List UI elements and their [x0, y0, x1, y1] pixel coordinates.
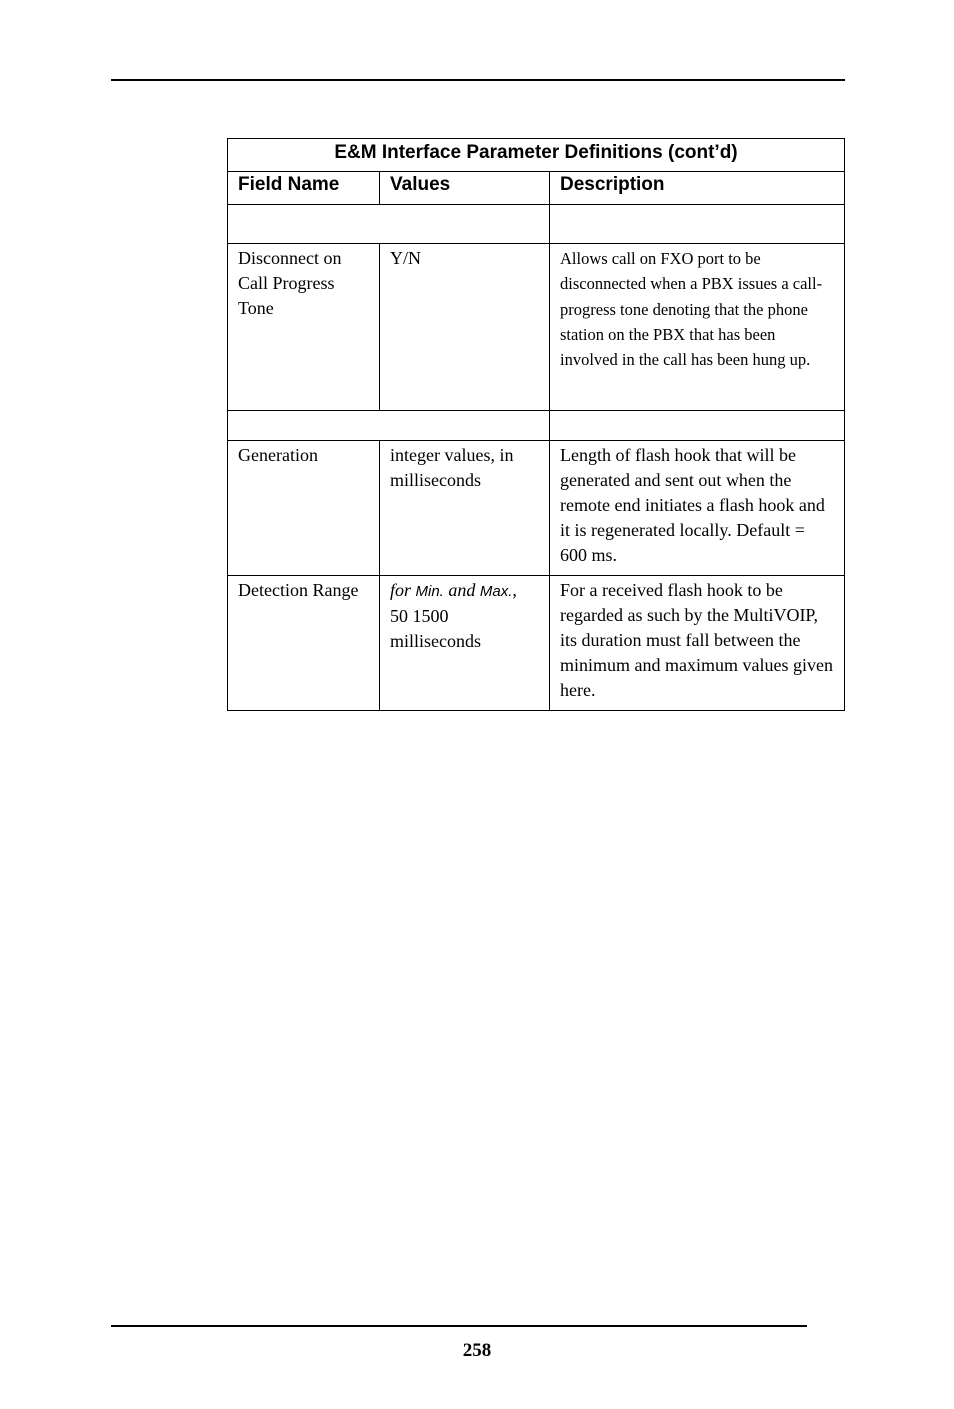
values-cell — [380, 576, 550, 711]
table-header-row — [228, 172, 845, 205]
values-text: and — [448, 580, 476, 600]
description-cell: Allows call on FXO port to be disconnected when a PBX issues a call-progress tone denoting that the phone station on the PBX that has been involved in the call has been hung up. — [550, 244, 845, 411]
table-spacer-row — [228, 205, 845, 244]
spacer-cell — [228, 205, 550, 244]
values-text: Max. — [479, 583, 513, 600]
spacer-cell — [228, 411, 550, 441]
description-cell: Length of flash hook that will be generated and sent out when the remote end initiates a flash hook and it is regenerated locally. Default = 600 ms. — [550, 441, 845, 576]
values-text: Min. — [415, 583, 444, 600]
footer-rule — [111, 1325, 807, 1327]
field-name-cell: Generation — [228, 441, 380, 576]
values-text: for — [390, 580, 412, 600]
values-cell: integer values, in milliseconds — [380, 441, 550, 576]
table-caption-row — [228, 139, 845, 172]
parameter-definitions-table — [227, 138, 845, 711]
field-name-cell: Detection Range — [228, 576, 380, 711]
values-cell: Y/N — [380, 244, 550, 411]
column-header-field-name: Field Name — [228, 172, 380, 205]
table-row — [228, 244, 845, 411]
description-cell: For a received flash hook to be regarded as such by the MultiVOIP, its duration must fall between the minimum and maximum values given here. — [550, 576, 845, 711]
page-number: 258 — [462, 1340, 492, 1361]
values-text: 50 1500 milliseconds — [390, 606, 481, 651]
table-spacer-row — [228, 411, 845, 441]
table-row — [228, 576, 845, 711]
column-header-values: Values — [380, 172, 550, 205]
table-caption: E&M Interface Parameter Definitions (cont’d) — [228, 139, 845, 172]
values-text: , — [512, 580, 517, 600]
field-name-cell: Disconnect on Call Progress Tone — [228, 244, 380, 411]
header-rule — [111, 79, 845, 81]
column-header-description: Description — [550, 172, 845, 205]
spacer-cell — [550, 411, 845, 441]
spacer-cell — [550, 205, 845, 244]
table-row — [228, 441, 845, 576]
